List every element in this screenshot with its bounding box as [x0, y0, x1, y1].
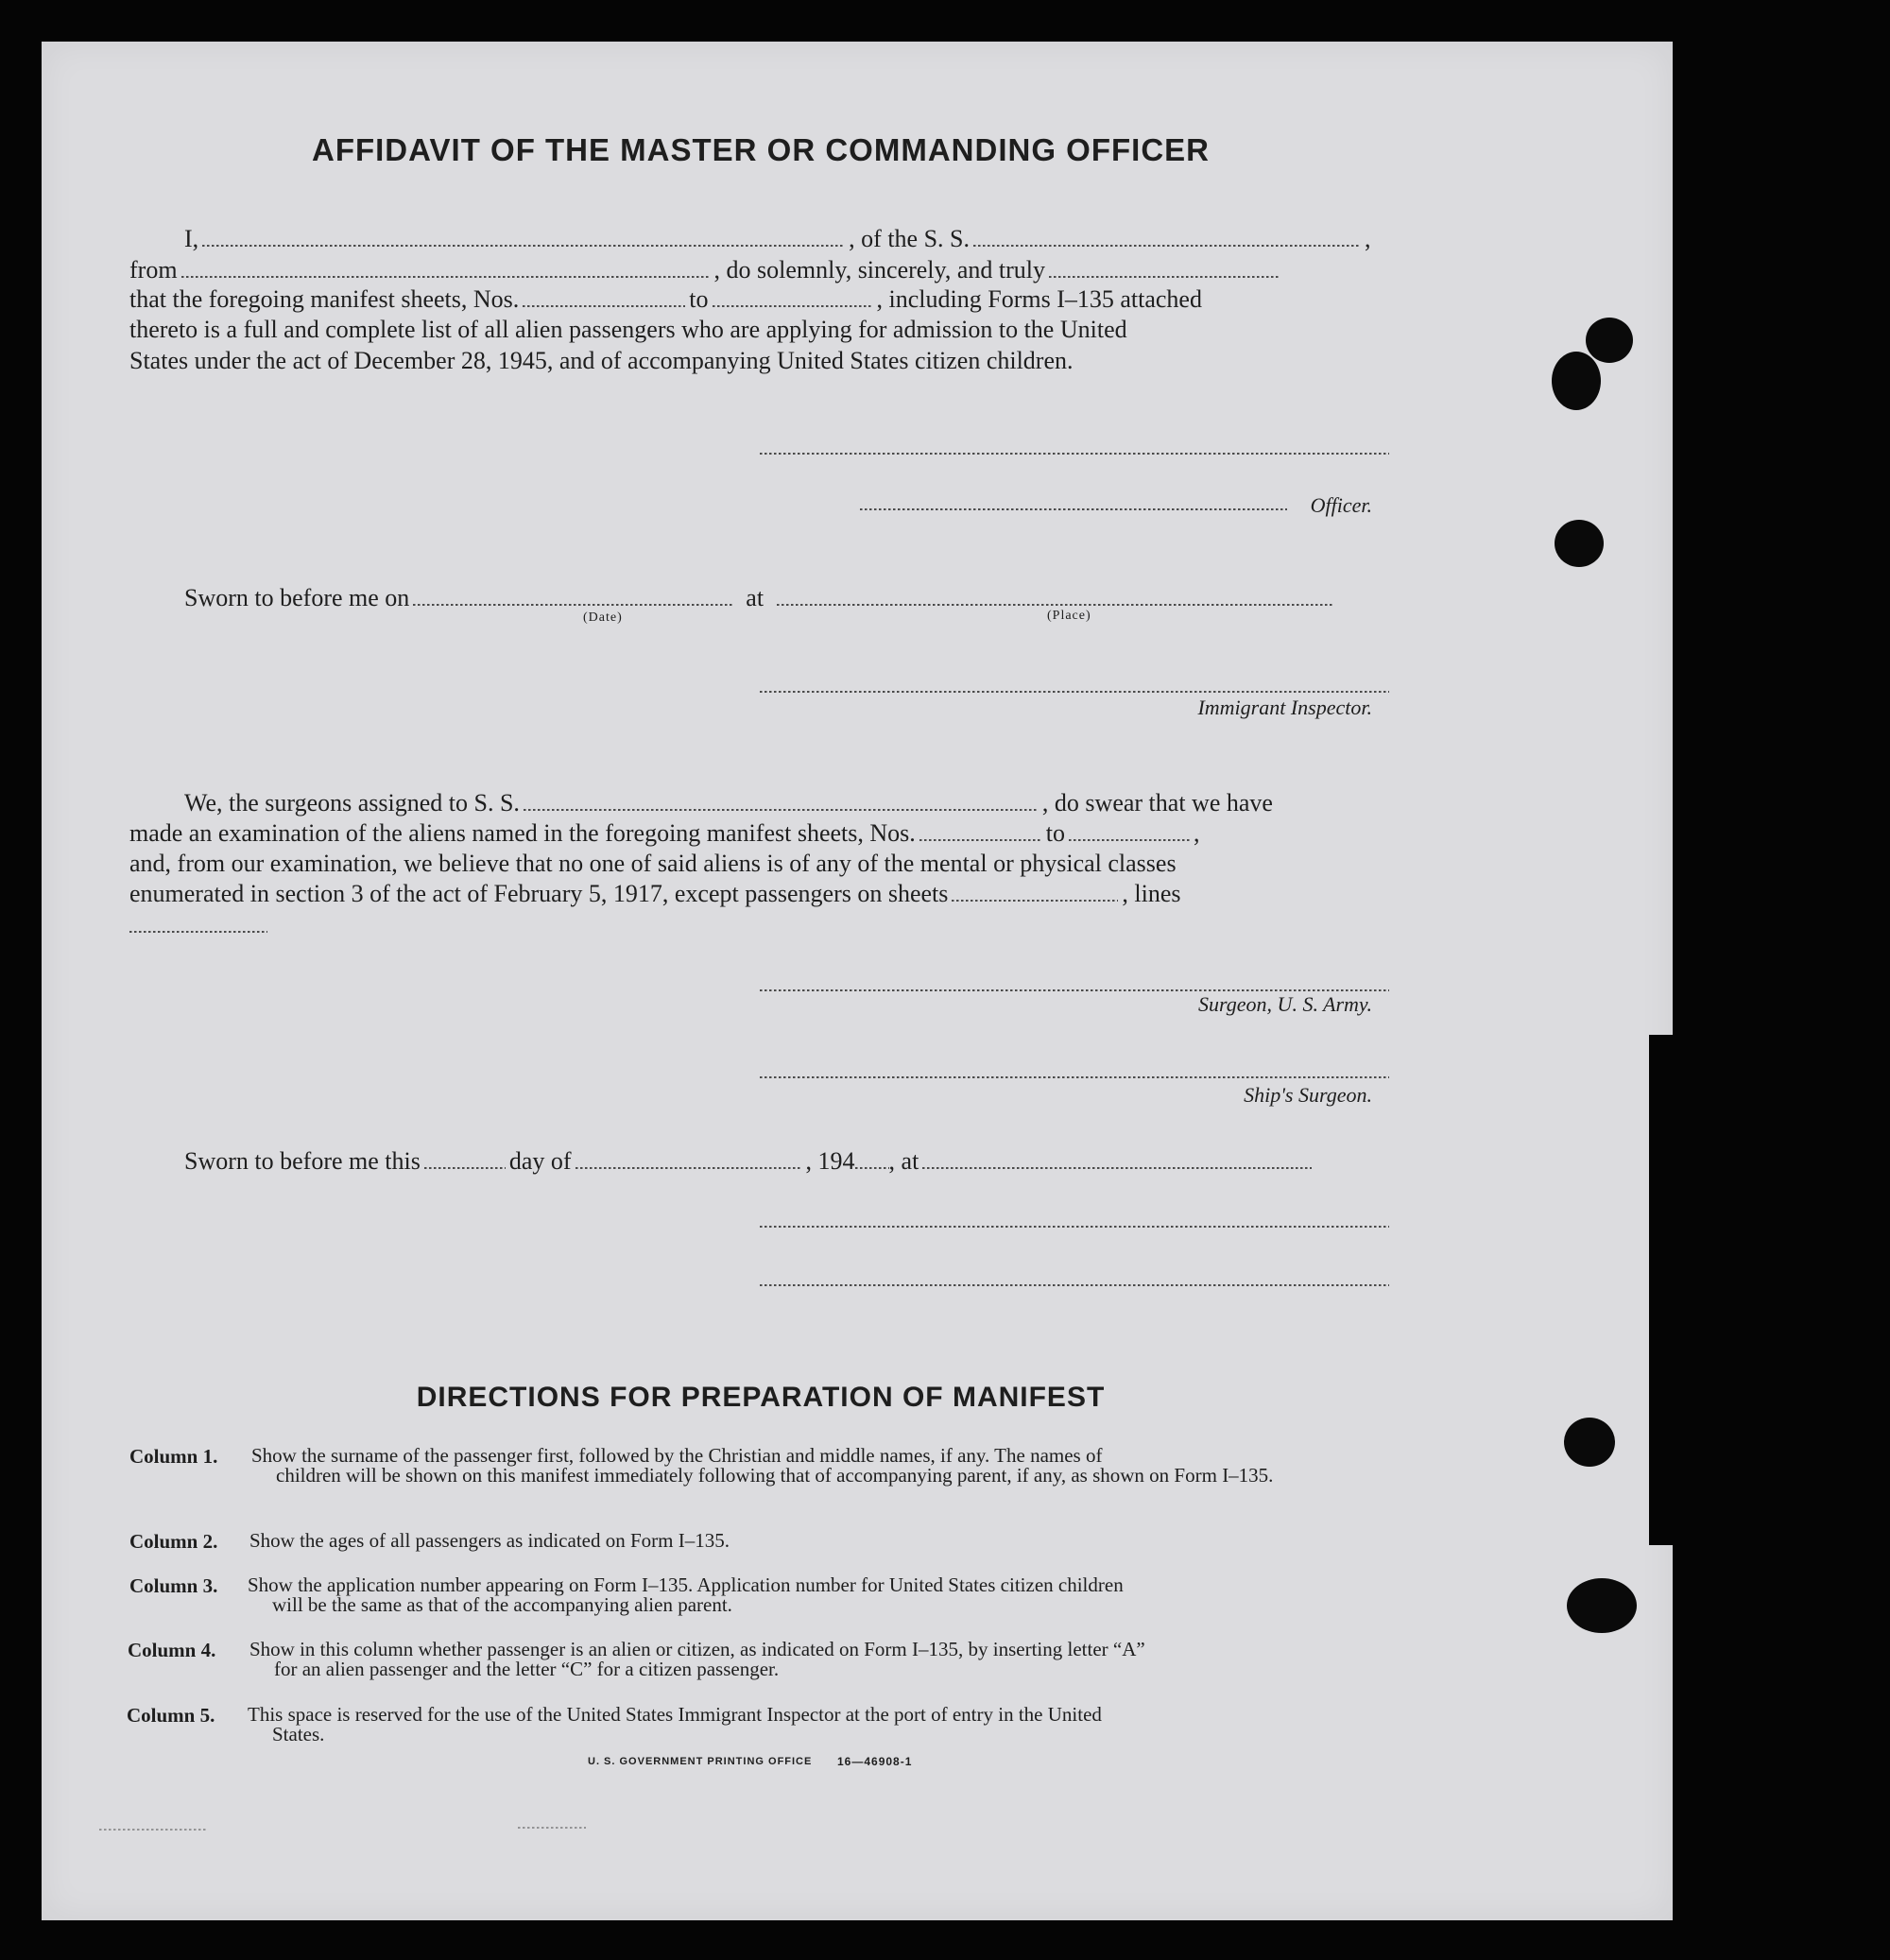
army-surgeon-signature-line[interactable] — [760, 989, 1389, 991]
page-edge-notch — [1649, 1035, 1687, 1545]
punch-hole — [1552, 352, 1601, 410]
direction-text-first: Show in this column whether passenger is an alien or citizen, as indicated on Form I–135, by inserting letter “A” — [249, 1638, 1145, 1660]
affidavit-line-2 — [129, 255, 1284, 285]
affidavit-to: to — [689, 285, 709, 313]
direction-text-first: Show the surname of the passenger first, followed by the Christian and middle names, if any. The names of — [251, 1444, 1103, 1467]
surgeons-line2-end: , — [1194, 819, 1200, 847]
surgeons-line-3: and, from our examination, we believe that no one of said aliens is of any of the mental or physical classes — [129, 850, 1177, 877]
inspector-signature-line[interactable] — [760, 691, 1389, 693]
direction-text — [251, 1446, 1393, 1486]
surgeons-line-1 — [184, 788, 1273, 818]
officer-title-line[interactable] — [860, 508, 1287, 510]
surgeons-sheet-from-field[interactable] — [919, 839, 1042, 841]
direction-column-label: Column 1. — [129, 1445, 218, 1468]
directions-title: DIRECTIONS FOR PREPARATION OF MANIFEST — [416, 1382, 1106, 1413]
sworn-day-field[interactable] — [424, 1167, 506, 1169]
affidavit-of-ss: , of the S. S. — [849, 225, 971, 252]
sworn-place-field-2[interactable] — [922, 1167, 1312, 1169]
surgeons-to: to — [1045, 819, 1065, 847]
surgeons-lines: , lines — [1122, 880, 1181, 907]
affidavit-solemnly: , do solemnly, sincerely, and truly — [713, 256, 1045, 284]
printer-imprint: U. S. GOVERNMENT PRINTING OFFICE — [588, 1756, 813, 1767]
ship-surgeon-label: Ship's Surgeon. — [1244, 1083, 1372, 1107]
sworn-month-field[interactable] — [576, 1167, 802, 1169]
surgeons-swear: , do swear that we have — [1041, 789, 1273, 817]
ship-name-field[interactable] — [973, 245, 1361, 247]
punch-hole — [1567, 1578, 1637, 1633]
affidavit-title: AFFIDAVIT OF THE MASTER OR COMMANDING OFFICER — [311, 132, 1210, 167]
except-lines-field[interactable] — [129, 931, 267, 933]
sworn-date-field[interactable] — [413, 604, 734, 606]
affidavit-nos: that the foregoing manifest sheets, Nos. — [129, 285, 520, 313]
sworn-signature-line-2[interactable] — [760, 1284, 1389, 1286]
officer-label: Officer. — [1310, 493, 1372, 517]
sworn-year-field[interactable] — [855, 1167, 889, 1169]
ship-surgeon-signature-line[interactable] — [760, 1076, 1389, 1078]
direction-column-label: Column 3. — [129, 1574, 218, 1597]
surgeons-line-2 — [129, 818, 1200, 849]
affidavit-i: I, — [184, 225, 199, 252]
bottom-rule — [99, 1829, 208, 1831]
sworn-signature-line-1[interactable] — [760, 1226, 1389, 1228]
direction-text-rest: children will be shown on this manifest immediately following that of accompanying parent, if any, as shown on Form I–135. — [276, 1464, 1274, 1487]
surgeons-examination: made an examination of the aliens named in the foregoing manifest sheets, Nos. — [129, 819, 916, 847]
affidavit-line-1 — [184, 224, 1371, 254]
direction-column-label: Column 5. — [127, 1704, 215, 1727]
surgeons-sheet-to-field[interactable] — [1069, 839, 1190, 841]
affidavit-line-4: thereto is a full and complete list of all alien passengers who are applying for admission to the United — [129, 316, 1127, 343]
date-caption: (Date) — [583, 610, 623, 625]
direction-text-first: This space is reserved for the use of the United States Immigrant Inspector at the port of entry in the United — [248, 1703, 1102, 1726]
surgeons-except: enumerated in section 3 of the act of February 5, 1917, except passengers on sheets — [129, 880, 949, 907]
sworn-before-me-on: Sworn to before me on — [184, 584, 410, 611]
sheet-to-field[interactable] — [713, 305, 873, 307]
affidavit-line-5: States under the act of December 28, 1945, and of accompanying United States citizen children. — [129, 347, 1074, 374]
place-caption: (Place) — [1047, 609, 1091, 623]
master-signature-line[interactable] — [760, 453, 1389, 455]
sworn-year: , 194 — [805, 1147, 855, 1175]
direction-text — [249, 1531, 1391, 1551]
form-code: 16—46908-1 — [837, 1755, 913, 1768]
master-name-field[interactable] — [202, 245, 845, 247]
punch-hole — [1555, 520, 1604, 567]
direction-text — [249, 1640, 1391, 1679]
direction-text-rest: States. — [272, 1723, 325, 1745]
punch-hole — [1586, 318, 1633, 363]
oath-field[interactable] — [1049, 276, 1280, 278]
direction-text-first: Show the ages of all passengers as indicated on Form I–135. — [249, 1529, 730, 1552]
direction-text — [248, 1705, 1391, 1745]
sworn-day-of: day of — [508, 1147, 572, 1175]
direction-column-label: Column 2. — [129, 1530, 218, 1553]
sworn-line-1 — [184, 583, 1338, 613]
affidavit-line1-end: , — [1365, 225, 1371, 252]
inspector-label: Immigrant Inspector. — [1197, 696, 1372, 719]
direction-column-label: Column 4. — [128, 1639, 216, 1661]
from-port-field[interactable] — [181, 276, 711, 278]
bottom-rule — [518, 1827, 586, 1829]
surgeons-assigned: We, the surgeons assigned to S. S. — [184, 789, 520, 817]
direction-text-rest: for an alien passenger and the letter “C” for a citizen passenger. — [274, 1658, 780, 1680]
surgeons-line-4 — [129, 879, 1181, 909]
army-surgeon-label: Surgeon, U. S. Army. — [1198, 992, 1372, 1016]
sworn-line-2 — [184, 1146, 1315, 1177]
direction-text-first: Show the application number appearing on Form I–135. Application number for United States citizen children — [248, 1573, 1124, 1596]
surgeons-ship-field[interactable] — [524, 809, 1039, 811]
direction-text-rest: will be the same as that of the accompanying alien parent. — [272, 1593, 732, 1616]
sworn-place-field[interactable] — [777, 604, 1334, 606]
punch-hole — [1564, 1418, 1615, 1467]
affidavit-including: , including Forms I–135 attached — [876, 285, 1202, 313]
affidavit-from: from — [129, 256, 178, 284]
sheet-from-field[interactable] — [523, 305, 685, 307]
affidavit-line-3 — [129, 284, 1202, 315]
except-sheets-field[interactable] — [952, 900, 1118, 902]
sworn-this: Sworn to before me this — [184, 1147, 421, 1175]
sworn-at-2: , at — [888, 1147, 919, 1175]
sworn-at: at — [746, 584, 765, 611]
direction-text — [248, 1575, 1391, 1615]
